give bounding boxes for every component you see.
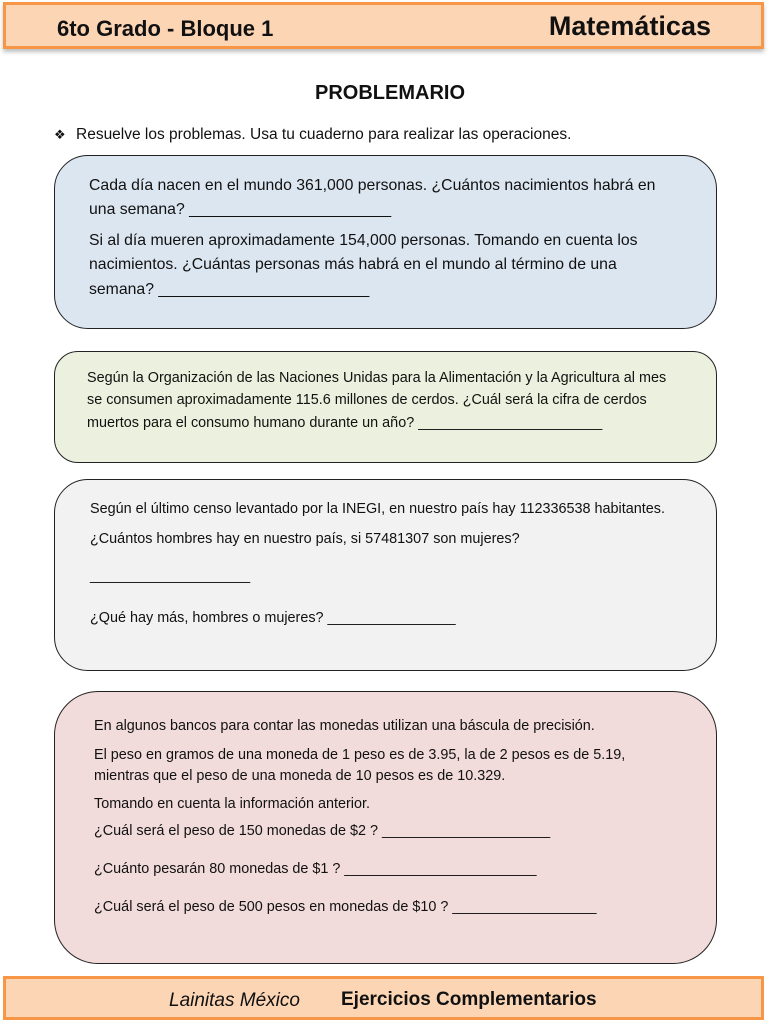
census-statement: Según el último censo levantado por la INEGI, en nuestro país hay 112336538 habitantes. [90, 501, 665, 517]
page-title: PROBLEMARIO [315, 82, 465, 104]
problem-box-population [54, 155, 717, 329]
question-men: ¿Cuántos hombres hay en nuestro país, si 57481307 son mujeres? [90, 530, 520, 547]
coins-intro: En algunos bancos para contar las monedas utilizan una báscula de precisión. [94, 718, 595, 734]
coins-context: Tomando en cuenta la información anterior. [94, 795, 370, 812]
page-header [3, 2, 764, 49]
instruction [54, 126, 571, 144]
coins-weights: El peso en gramos de una moneda de 1 peso es de 3.95, la de 2 pesos es de 5.19, mientras que el peso de una moneda de 10 pesos es de 10.329. [94, 746, 626, 785]
diamond-bullet-icon: ❖ [54, 127, 66, 142]
grade-label: 6to Grado - Bloque 1 [57, 16, 274, 41]
problem-deaths: Si al día mueren aproximadamente 154,000 personas. Tomando en cuenta los nacimientos. ¿Cuántas personas más habrá en el mundo al término de una semana? ________________________ [89, 231, 638, 298]
question-more: ¿Qué hay más, hombres o mujeres? ________________ [90, 609, 456, 626]
question-coins-1: ¿Cuánto pesarán 80 monedas de $1 ? ________________________ [94, 861, 537, 878]
subject-label: Matemáticas [548, 11, 711, 41]
series-label: Ejercicios Complementarios [341, 989, 597, 1010]
question-coins-10: ¿Cuál será el peso de 500 pesos en monedas de $10 ? __________________ [94, 898, 597, 915]
problem-box-fao [54, 351, 717, 463]
problem-births: Cada día nacen en el mundo 361,000 personas. ¿Cuántos nacimientos habrá en una semana? _______________________ [89, 177, 656, 219]
problem-box-coins [54, 691, 717, 964]
problem-pigs: Según la Organización de las Naciones Unidas para la Alimentación y la Agricultura al mes se consumen aproximadamente 115.6 millones de cerdos. ¿Cuál será la cifra de cerdos muertos para el consumo humano durante un año? _______________________ [87, 370, 667, 431]
problem-box-census [54, 479, 717, 671]
brand-label: Lainitas México [169, 990, 300, 1011]
answer-blank: ____________________ [90, 568, 251, 585]
question-coins-2: ¿Cuál será el peso de 150 monedas de $2 ? _____________________ [94, 823, 551, 840]
page-footer [3, 976, 764, 1020]
instruction-text: Resuelve los problemas. Usa tu cuaderno para realizar las operaciones. [76, 126, 572, 143]
